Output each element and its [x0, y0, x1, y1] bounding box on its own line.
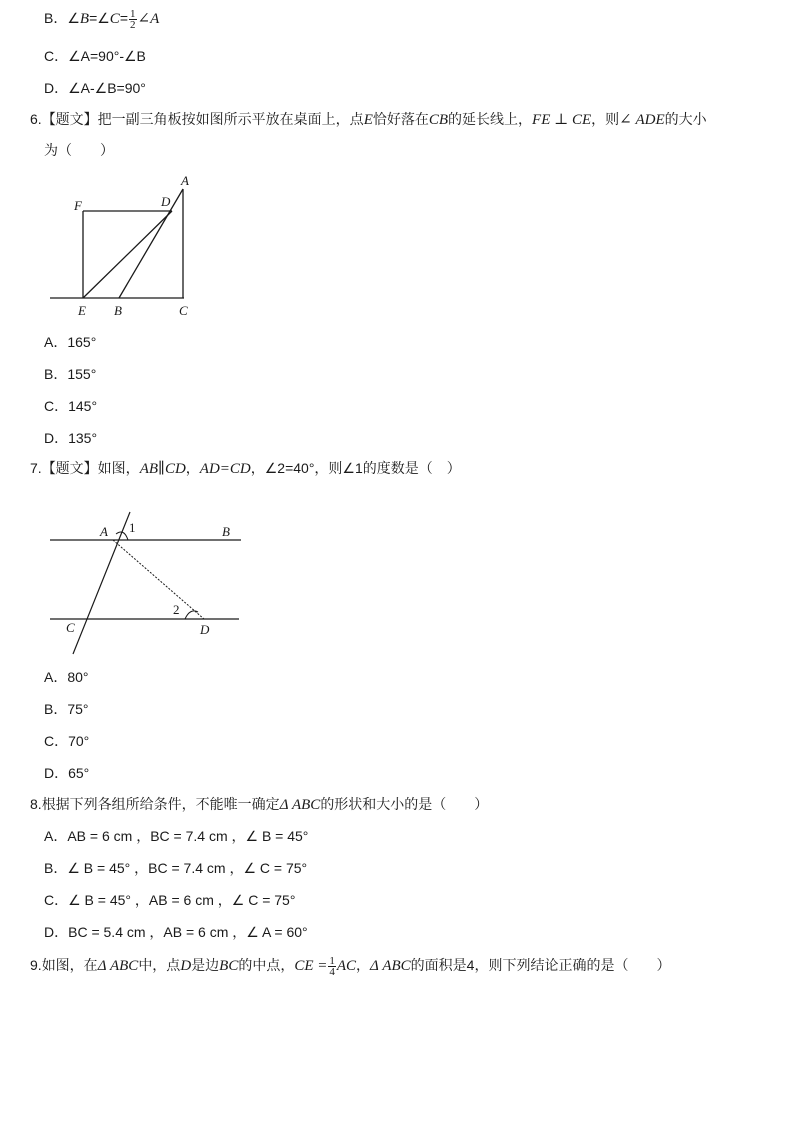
label-E: E	[78, 303, 86, 318]
q9-stem: 9.如图，在Δ ABC中，点D是边BC的中点，CE = $\frac{1}{4}$ AC，Δ ABC的面积是4，则下列结论正确的是（ ）	[30, 954, 671, 978]
label-B: B	[114, 303, 122, 318]
q7-option-c: C．70°	[44, 733, 90, 749]
label-C: C	[179, 303, 188, 318]
label-2: 2	[173, 602, 180, 617]
label-C: C	[66, 620, 75, 635]
q6-stem: 6.【题文】把一副三角板按如图所示平放在桌面上，点E恰好落在CB的延长线上，FE ⊥ CE，则∠ ADE的大小	[30, 111, 707, 128]
q6-option-c: C．145°	[44, 398, 98, 414]
q8-option-c: C．∠ B = 45° ，AB = 6 cm ，∠ C = 75°	[44, 892, 296, 908]
q6-figure	[44, 170, 204, 320]
q5-option-b: B．∠B=∠C= $\frac{1}{2}$ ∠A	[44, 7, 160, 31]
q7-stem: 7.【题文】如图，AB∥CD，AD=CD，∠2=40°，则∠1的度数是（ ）	[30, 460, 461, 477]
q7-option-a: A．80°	[44, 669, 89, 685]
q8-option-b: B．∠ B = 45° ，BC = 7.4 cm ，∠ C = 75°	[44, 860, 308, 876]
label-D: D	[161, 194, 171, 209]
q7-option-d: D．65°	[44, 765, 90, 781]
label-D: D	[200, 622, 210, 637]
q8-option-a: A．AB = 6 cm ，BC = 7.4 cm ，∠ B = 45°	[44, 828, 309, 844]
q5-option-d: D．∠A-∠B=90°	[44, 80, 146, 96]
label-1: 1	[129, 520, 136, 535]
q6-option-a: A．165°	[44, 334, 97, 350]
label-A: A	[100, 524, 108, 539]
q6-stem-line2: 为（ ）	[44, 142, 114, 158]
q6-option-b: B．155°	[44, 366, 97, 382]
q7-figure	[44, 508, 244, 658]
label-B: B	[222, 524, 230, 539]
label-F: F	[74, 198, 82, 213]
fraction: $\frac{1}{4}$	[329, 954, 335, 978]
q8-option-d: D．BC = 5.4 cm ，AB = 6 cm ，∠ A = 60°	[44, 924, 308, 940]
q5-option-c: C．∠A=90°-∠B	[44, 48, 146, 64]
q6-option-d: D．135°	[44, 430, 98, 446]
q7-option-b: B．75°	[44, 701, 89, 717]
label-A: A	[181, 173, 189, 188]
fraction: $\frac{1}{2}$	[130, 7, 136, 31]
q8-stem: 8.根据下列各组所给条件，不能唯一确定Δ ABC的形状和大小的是（ ）	[30, 796, 489, 813]
